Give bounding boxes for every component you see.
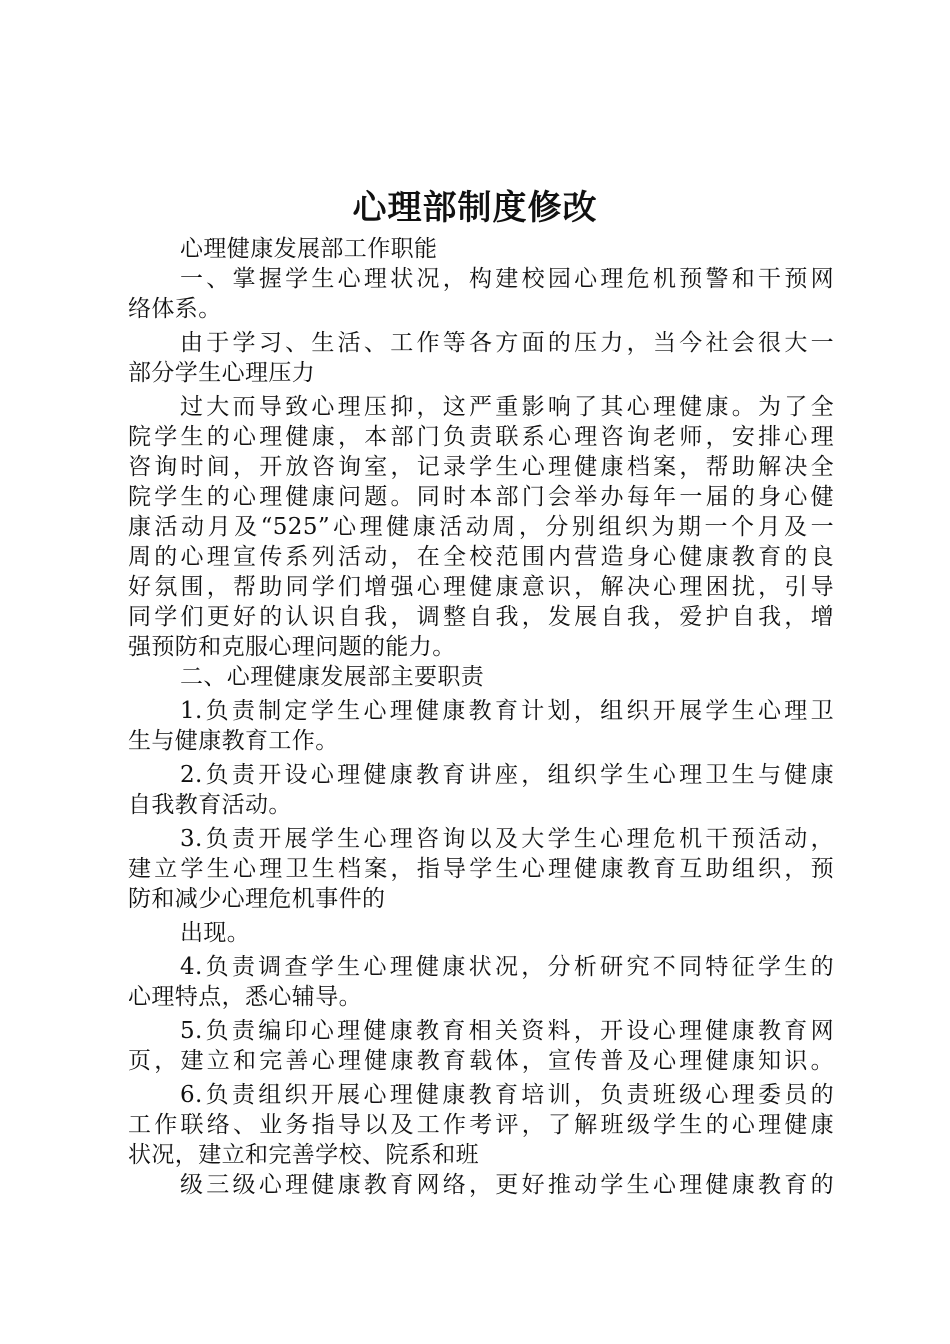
text-line: 咨询时间，开放咨询室，记录学生心理健康档案，帮助解决全 [128,454,834,480]
text-line: 防和减少心理危机事件的 [128,886,386,912]
text-line: 好氛围，帮助同学们增强心理健康意识，解决心理困扰，引导 [128,574,834,600]
text-line: 院学生的心理健康，本部门负责联系心理咨询老师，安排心理 [128,424,834,450]
text-line: 络体系。 [128,296,222,322]
text-line: 心理健康发展部工作职能 [180,236,438,262]
text-line: 部分学生心理压力 [128,360,316,386]
text-line: 状况，建立和完善学校、院系和班 [128,1142,479,1168]
text-line: 二、心理健康发展部主要职责 [180,664,485,690]
text-line: 院学生的心理健康问题。同时本部门会举办每年一届的身心健 [128,484,834,510]
text-line: 2.负责开设心理健康教育讲座，组织学生心理卫生与健康 [180,762,834,788]
text-line: 建立学生心理卫生档案，指导学生心理健康教育互助组织，预 [128,856,834,882]
text-line: 同学们更好的认识自我，调整自我，发展自我，爱护自我，增 [128,604,834,630]
text-line: 强预防和克服心理问题的能力。 [128,634,456,660]
text-line: 5.负责编印心理健康教育相关资料，开设心理健康教育网 [180,1018,834,1044]
text-line: 6.负责组织开展心理健康教育培训，负责班级心理委员的 [180,1082,834,1108]
text-line: 生与健康教育工作。 [128,728,339,754]
document-title: 心理部制度修改 [352,188,598,228]
text-line: 周的心理宣传系列活动，在全校范围内营造身心健康教育的良 [128,544,834,570]
text-line: 级三级心理健康教育网络，更好推动学生心理健康教育的 [180,1172,834,1198]
text-line: 页，建立和完善心理健康教育载体，宣传普及心理健康知识。 [128,1048,834,1074]
text-line: 工作联络、业务指导以及工作考评，了解班级学生的心理健康 [128,1112,834,1138]
text-line: 自我教育活动。 [128,792,292,818]
text-line: 1.负责制定学生心理健康教育计划，组织开展学生心理卫 [180,698,834,724]
text-line: 心理特点，悉心辅导。 [128,984,362,1010]
text-line: 3.负责开展学生心理咨询以及大学生心理危机干预活动， [180,826,834,852]
text-line: 康活动月及“525”心理健康活动周，分别组织为期一个月及一 [128,514,834,540]
text-line: 4.负责调查学生心理健康状况，分析研究不同特征学生的 [180,954,834,980]
text-line: 由于学习、生活、工作等各方面的压力，当今社会很大一 [180,330,834,356]
document-body [128,234,834,1200]
text-line: 一、掌握学生心理状况，构建校园心理危机预警和干预网 [180,266,834,292]
text-line: 过大而导致心理压抑，这严重影响了其心理健康。为了全 [180,394,834,420]
text-line: 出现。 [180,920,251,946]
